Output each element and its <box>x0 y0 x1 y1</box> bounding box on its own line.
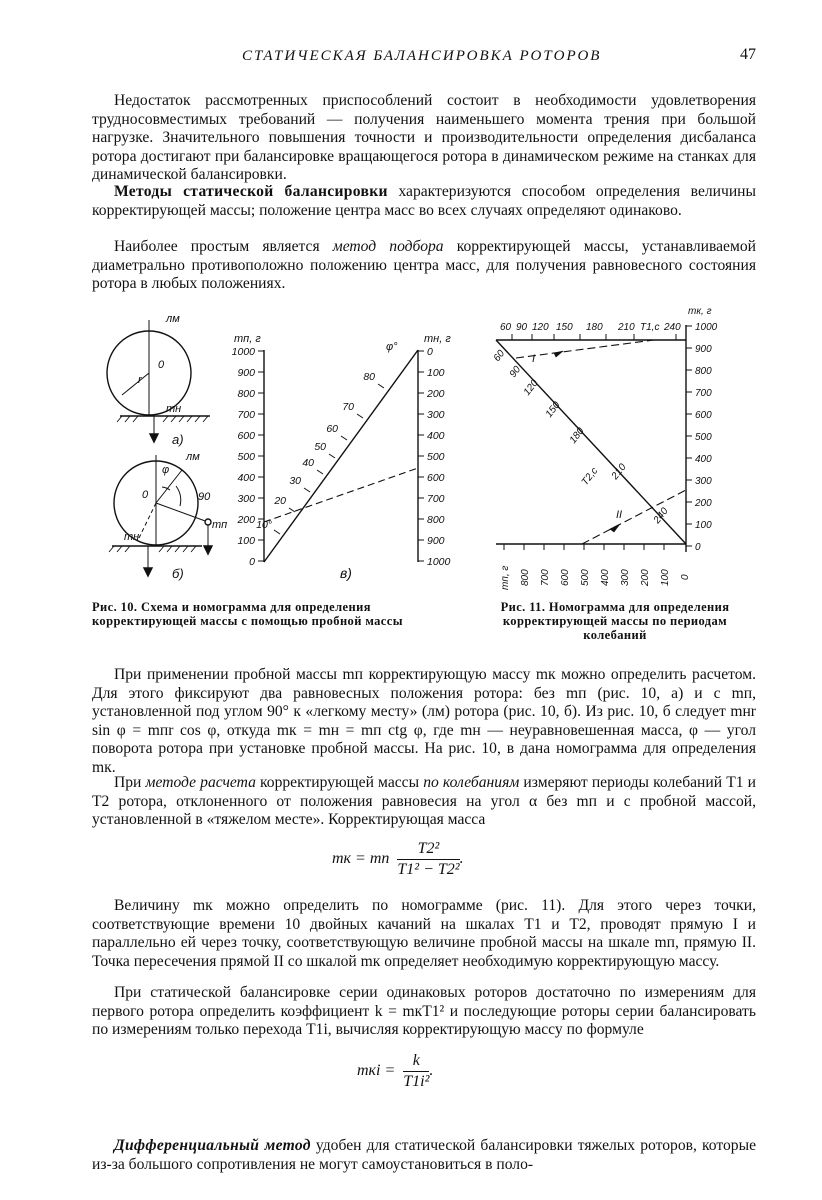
mp-tick: 400 <box>237 472 255 484</box>
osc-text-c: измеряют периоды колебаний T1 и T2 ротора, отклоненного от положения равновесия на угол α без mп и с пробной массой, установленной в «тяжелом месте». Корректирующая масса <box>92 774 756 828</box>
mk-tick: 700 <box>695 388 712 399</box>
label-lm-b: лм <box>186 451 200 463</box>
methods-term: Методы статической балансировки <box>114 183 388 200</box>
line-i <box>516 340 654 358</box>
formula-2-fraction <box>403 1052 429 1091</box>
osc-text-a: При <box>114 774 146 791</box>
formula-1-denominator: T1² − T2² <box>397 861 460 878</box>
selection-text-a: Наиболее простым является <box>114 238 333 255</box>
phi-tick: 40 <box>302 457 314 469</box>
mp-tick: 800 <box>237 388 255 400</box>
mn-tick: 300 <box>427 409 445 421</box>
formula-1-lhs: mк = mп <box>332 850 390 868</box>
osc-term-2: по колебаниям <box>423 774 520 791</box>
osc-text-b: корректирующей массы <box>255 774 424 791</box>
paragraph-nomogram-use: Величину mк можно определить по номограмме (рис. 11). Для этого через точки, соответствующие времени 10 двойных качаний на шкалах T1 и T2, проводят прямую I и параллельно ей через точку, соответствующую величине пробной массы на шкале mп, прямую II. Точка пересечения прямой II со шкалой mк определяет необходимую корректирующую массу. <box>92 897 756 970</box>
mk-tick: 900 <box>695 344 712 355</box>
mk-tick: 200 <box>695 498 712 509</box>
running-title: СТАТИЧЕСКАЯ БАЛАНСИРОВКА РОТОРОВ <box>242 48 602 64</box>
formula-mk: mк = mп $\frac{\text{T2²}}{\text{T1² − T2²}}$ . <box>332 840 464 878</box>
label-mn-a: mн <box>166 403 182 415</box>
t2-tick: 90 <box>507 364 524 380</box>
label-phi-b: φ <box>162 464 170 476</box>
formula-2-lhs: mкi = <box>357 1062 396 1080</box>
t2-tick: 180 <box>567 425 587 446</box>
t2-tick: 150 <box>543 399 563 420</box>
scale-mn-title: mн, г <box>424 333 451 345</box>
phi-tick: 60 <box>326 423 338 435</box>
label-mp-b: mп <box>212 519 228 531</box>
t2-tick: 120 <box>521 377 541 398</box>
formula-1-fraction <box>397 840 459 879</box>
mn-tick: 400 <box>427 430 445 442</box>
mp-tick: 900 <box>237 367 255 379</box>
label-o-a: 0 <box>158 359 165 371</box>
mk-tick: 0 <box>695 542 701 553</box>
mk-tick: 100 <box>695 520 712 531</box>
t2-tick: 240 <box>651 505 671 526</box>
phi-tick: 50 <box>314 441 326 453</box>
t2-tick: 60 <box>491 348 508 364</box>
t1-tick: 90 <box>516 322 528 333</box>
label-a: а) <box>172 432 184 447</box>
t1-label: T1,c <box>640 322 660 333</box>
paragraph-methods <box>92 183 756 220</box>
page-number: 47 <box>740 46 756 63</box>
formula-1-numerator: T2² <box>397 840 459 860</box>
mn-tick: 1000 <box>427 556 451 568</box>
mn-tick: 500 <box>427 451 445 463</box>
differential-term: Дифференциальный метод <box>114 1137 311 1154</box>
mp-tick: 0 <box>680 574 691 580</box>
mk-tick: 300 <box>695 476 712 487</box>
phi-tick: 30 <box>289 475 301 487</box>
methods-text: характеризуются способом определения величины корректирующей массы; положение центра масс во всех случаях определяют одинаково. <box>92 183 756 219</box>
label-90: 90 <box>198 491 211 503</box>
paragraph-series-balancing: При статической балансировке серии одинаковых роторов достаточно по измерениям для первого ротора определить коэффициент k = mкT1² и последующие роторы серии балансировать по измерениям только перехода T1i, вычисляя корректирующую массу по формуле <box>92 984 756 1038</box>
mp-title: mп, г <box>500 565 511 590</box>
caption-fig-11: Рис. 11. Номограмма для определения корректирующей массы по периодам колебаний <box>500 600 730 642</box>
mp-tick: 300 <box>237 493 255 505</box>
mp-tick: 600 <box>560 569 571 586</box>
t1-tick: 60 <box>500 322 512 333</box>
figure-10 <box>92 310 462 590</box>
mp-tick: 0 <box>249 556 255 568</box>
t1-tick: 210 <box>618 322 635 333</box>
mp-tick: 700 <box>237 409 255 421</box>
mk-tick: 600 <box>695 410 712 421</box>
phi-tick: 10° <box>256 519 272 531</box>
mp-tick: 1000 <box>231 346 255 358</box>
mk-tick: 1000 <box>695 322 718 333</box>
mn-tick: 200 <box>427 388 445 400</box>
phi-tick: 70 <box>342 401 354 413</box>
formula-2-denominator: T1i² <box>403 1073 430 1090</box>
selection-text-b: корректирующей массы, устанавливаемой диаметрально противоположно положению центра масс, для получения равновесного состояния ротора в любых положениях. <box>92 238 756 292</box>
differential-text: удобен для статической балансировки тяжелых роторов, которые из-за большого сопротивления не могут самоустановиться в поло- <box>92 1137 757 1173</box>
paragraph-differential-method <box>92 1137 756 1174</box>
t1-tick: 180 <box>586 322 603 333</box>
label-v: в) <box>340 565 352 581</box>
label-b: б) <box>172 566 184 581</box>
caption-fig-10: Рис. 10. Схема и номограмма для определения корректирующей массы с помощью пробной массы <box>92 600 403 628</box>
osc-term-1: методе расчета <box>145 774 256 791</box>
mp-tick: 300 <box>620 569 631 586</box>
mn-tick: 600 <box>427 472 445 484</box>
mn-tick: 0 <box>427 346 433 358</box>
figure-11 <box>490 300 730 600</box>
t2-label: T2,c <box>579 465 601 488</box>
running-header <box>92 46 756 70</box>
t1-tick: 150 <box>556 322 573 333</box>
line-ii <box>582 490 686 544</box>
mp-tick: 500 <box>237 451 255 463</box>
selection-term: метод подбора <box>332 238 444 255</box>
mp-tick: 700 <box>540 569 551 586</box>
label-mn-b: mн <box>124 531 140 543</box>
label-o-b: 0 <box>142 489 149 501</box>
t2-tick: 210 <box>609 461 629 482</box>
label-lm-a: лм <box>166 313 180 325</box>
phi-tick: 80 <box>363 371 375 383</box>
line-ii-label: II <box>616 509 623 521</box>
mp-tick: 100 <box>660 569 671 586</box>
paragraph-trial-mass: При применении пробной массы mп корректирующую массу mк можно определить расчетом. Для этого фиксируют два равновесных положения ротора: без mп (рис. 10, а) и с mп, установленной под углом 90° к «легкому месту» (лм) ротора (рис. 10, б). Из рис. 10, б следует mнr sin φ = mпr cos φ, откуда mк = mн = mп ctg φ, где mн — неуравновешенная масса, φ — угол поворота ротора при установке пробной массы. На рис. 10, в дана номограмма для определения mк. <box>92 666 756 776</box>
scale-phi-title: φ° <box>386 341 398 353</box>
mp-tick: 500 <box>580 569 591 586</box>
paragraph-selection-method <box>92 238 756 294</box>
t1-tick: 120 <box>532 322 549 333</box>
mp-tick: 600 <box>237 430 255 442</box>
formula-mki: mкi = $\frac{k}{\text{T1i²}}$ . <box>357 1052 434 1090</box>
mn-tick: 900 <box>427 535 445 547</box>
mn-tick: 100 <box>427 367 445 379</box>
paragraph-oscillation-method <box>92 774 756 830</box>
paragraph-intro: Недостаток рассмотренных приспособлений состоит в необходимости удовлетворения трудносовместимых требований — получения наименьшего момента трения при большой нагрузке. Значительного повышения точности и производительности определения дисбаланса ротора достигают при балансировке вращающегося ротора в динамическом режиме на станках для динамической балансировки. <box>92 92 756 183</box>
line-i-label: I <box>532 353 536 365</box>
mp-tick: 800 <box>520 569 531 586</box>
mp-tick: 100 <box>237 535 255 547</box>
formula-2-numerator: k <box>403 1052 429 1072</box>
label-r-a: r <box>138 374 142 386</box>
mk-tick: 800 <box>695 366 712 377</box>
mp-tick: 400 <box>600 569 611 586</box>
mn-tick: 700 <box>427 493 445 505</box>
mn-tick: 800 <box>427 514 445 526</box>
mp-tick: 200 <box>237 514 255 526</box>
mk-tick: 400 <box>695 454 712 465</box>
mp-tick: 200 <box>640 569 651 586</box>
phi-tick: 20 <box>274 495 286 507</box>
scale-phi-axis <box>264 350 418 562</box>
mk-title: mк, г <box>688 306 712 317</box>
scale-mp-title: mп, г <box>234 333 261 345</box>
mk-tick: 500 <box>695 432 712 443</box>
key-line-dashed <box>264 468 418 522</box>
t1-tick: 240 <box>664 322 681 333</box>
